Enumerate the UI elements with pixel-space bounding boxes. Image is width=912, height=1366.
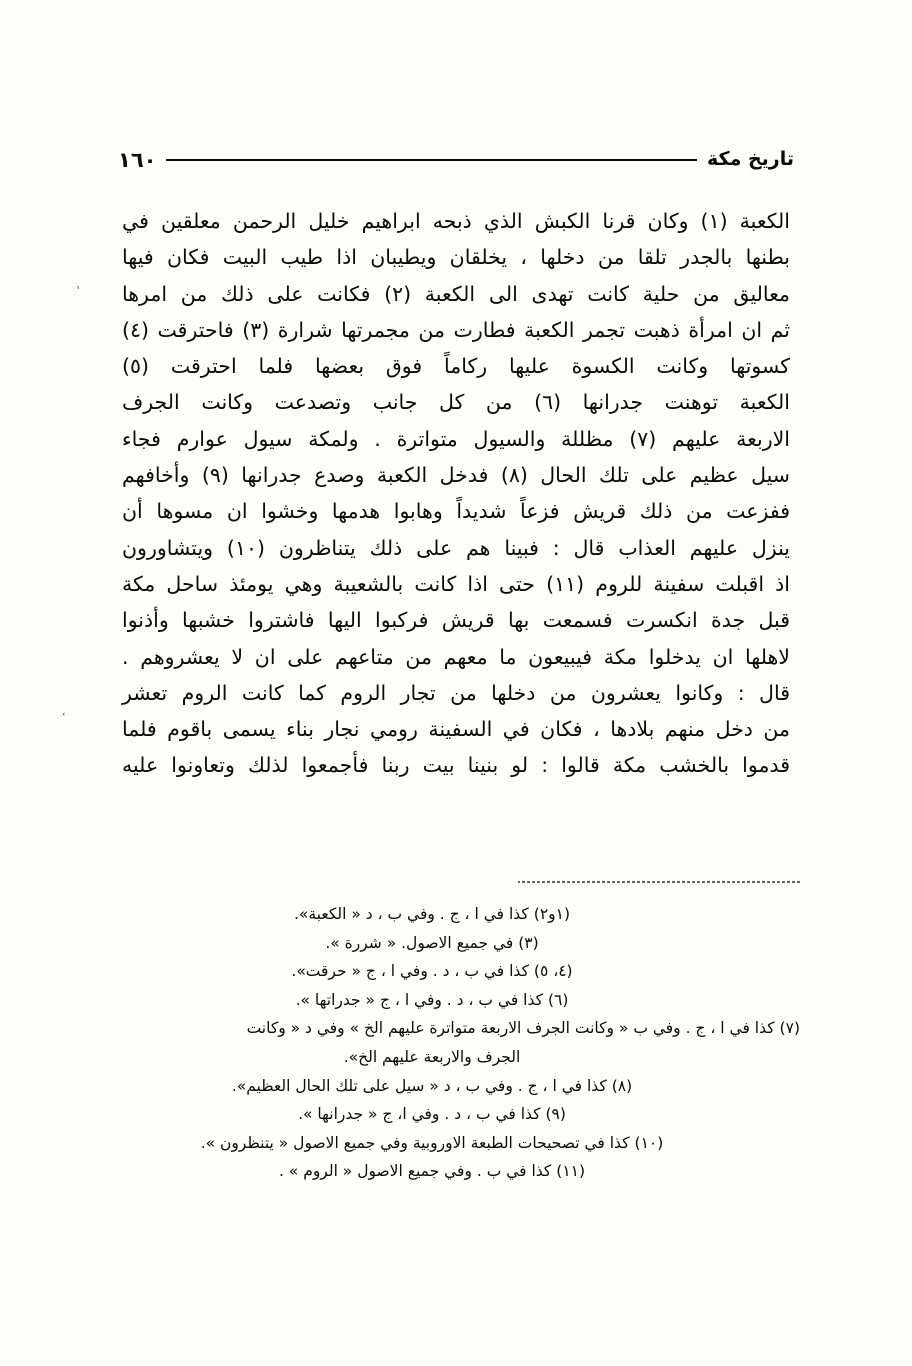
footnote-text: كذا في ا ، ج . وفي ب ، د « سيل على تلك الحال العظيم». bbox=[231, 1076, 607, 1095]
scan-artifact-mark: ʿ bbox=[61, 710, 67, 725]
footnote-item bbox=[102, 1072, 762, 1101]
footnote-item bbox=[102, 1129, 762, 1158]
footnote-marker: (١٠) bbox=[634, 1133, 664, 1152]
footnote-text: كذا في ا ، ج . وفي ب ، د « الكعبة». bbox=[293, 905, 529, 923]
body-line: معاليق من حلية كانت تهدى الى الكعبة (٢) فكانت على ذلك من امرها bbox=[122, 281, 790, 306]
footnote-text: كذا في ب . وفي جميع الاصول « الروم » . bbox=[278, 1162, 552, 1181]
footnote-separator bbox=[518, 881, 800, 883]
footnote-marker: (٩) bbox=[545, 1105, 566, 1124]
scan-artifact-mark: ʾ bbox=[75, 283, 84, 298]
body-text bbox=[122, 203, 790, 784]
footnote-item bbox=[102, 1014, 800, 1043]
footnote-item bbox=[102, 900, 762, 929]
footnote-text: الجرف والاربعة عليهم الخ». bbox=[343, 1047, 521, 1066]
footnote-marker: (٨) bbox=[611, 1076, 633, 1095]
footnote-text: في جميع الاصول. « شررة ». bbox=[325, 933, 514, 952]
footnote-text: كذا في ب ، د . وفي ا، ج « جدرانها ». bbox=[298, 1105, 541, 1124]
footnote-item bbox=[102, 929, 762, 958]
footnote-item bbox=[102, 1157, 762, 1186]
body-line: بطنها بالجدر تلقا من دخلها ، يخلقان ويطيبان اذا طيب البيت فكان فيها bbox=[122, 245, 790, 270]
body-line: الاربعة عليهم (٧) مظللة والسيول متواترة . ولمكة سيول عوارم فجاء bbox=[122, 426, 790, 451]
footnote-text: كذا في ا ، ج . وفي ب « وكانت الجرف الاربعة متواترة عليهم الخ » وفي د « وكانت bbox=[246, 1019, 775, 1038]
body-line: من دخل منهم بلادها ، فكان في السفينة رومي نجار بناء يسمى باقوم فلما bbox=[122, 717, 790, 742]
body-line: ثم ان امرأة ذهبت تجمر الكعبة فطارت من مجمرتها شرارة (٣) فاحترقت (٤) bbox=[122, 317, 790, 342]
footnote-item-continuation bbox=[102, 1043, 762, 1072]
footnote-item bbox=[102, 957, 762, 986]
footnote-marker: (١١) bbox=[556, 1162, 586, 1181]
running-head-title: تاريخ مكة bbox=[707, 147, 794, 170]
running-head bbox=[118, 140, 794, 182]
footnote-text: كذا في ب ، د . وفي ا ، ج « جدراتها ». bbox=[295, 990, 544, 1009]
footnotes bbox=[102, 900, 800, 1186]
footnote-text: كذا في تصحيحات الطبعة الاوروبية وفي جميع الاصول « يتنظرون ». bbox=[200, 1133, 630, 1152]
body-line: ينزل عليهم العذاب قال : فبينا هم على ذلك يتناظرون (١٠) ويتشاورون bbox=[122, 535, 791, 560]
running-head-rule bbox=[166, 159, 697, 161]
footnote-item bbox=[102, 1100, 762, 1129]
body-line: كسوتها وكانت الكسوة عليها ركاماً فوق بعضها فلما احترقت (٥) bbox=[122, 354, 790, 379]
body-line: الكعبة (١) وكان قرنا الكبش الذي ذبحه ابراهيم خليل الرحمن معلقين في bbox=[122, 209, 790, 233]
footnote-marker: (٤، ٥) bbox=[533, 962, 573, 981]
body-line: قدموا بالخشب مكة قالوا : لو بنينا بيت ربنا فأجمعوا لذلك وتعاونوا عليه bbox=[122, 753, 790, 778]
footnote-marker: (٦) bbox=[547, 990, 569, 1009]
body-line: ففزعت من ذلك قريش فزعاً شديداً وهابوا هدمها وخشوا ان مسوها أن bbox=[122, 499, 790, 524]
body-line: اذ اقبلت سفينة للروم (١١) حتى اذا كانت بالشعيبة وهي يومئذ ساحل مكة bbox=[122, 571, 790, 596]
footnote-marker: (٧) bbox=[779, 1019, 800, 1038]
body-line: قبل جدة انكسرت فسمعت بها قريش فركبوا اليها فاشتروا خشبها وأذنوا bbox=[122, 608, 790, 633]
body-line: لاهلها ان يدخلوا مكة فيبيعون ما معهم من متاعهم على ان لا يعشروهم . bbox=[122, 644, 790, 669]
body-line: قال : وكانوا يعشرون من دخلها من تجار الروم كما كانت الروم تعشر bbox=[122, 680, 790, 705]
footnote-item bbox=[102, 986, 762, 1015]
footnote-text: كذا في ب ، د . وفي ا ، ج « حرقت». bbox=[291, 962, 529, 981]
body-line: الكعبة توهنت جدرانها (٦) من كل جانب وتصدعت وكانت الجرف bbox=[122, 390, 791, 415]
footnote-marker: (١و٢) bbox=[533, 905, 571, 923]
body-line: سيل عظيم على تلك الحال (٨) فدخل الكعبة وصدع جدرانها (٩) وأخافهم bbox=[122, 463, 790, 488]
footnote-marker: (٣) bbox=[518, 933, 539, 952]
page-number: ١٦٠ bbox=[118, 147, 157, 172]
